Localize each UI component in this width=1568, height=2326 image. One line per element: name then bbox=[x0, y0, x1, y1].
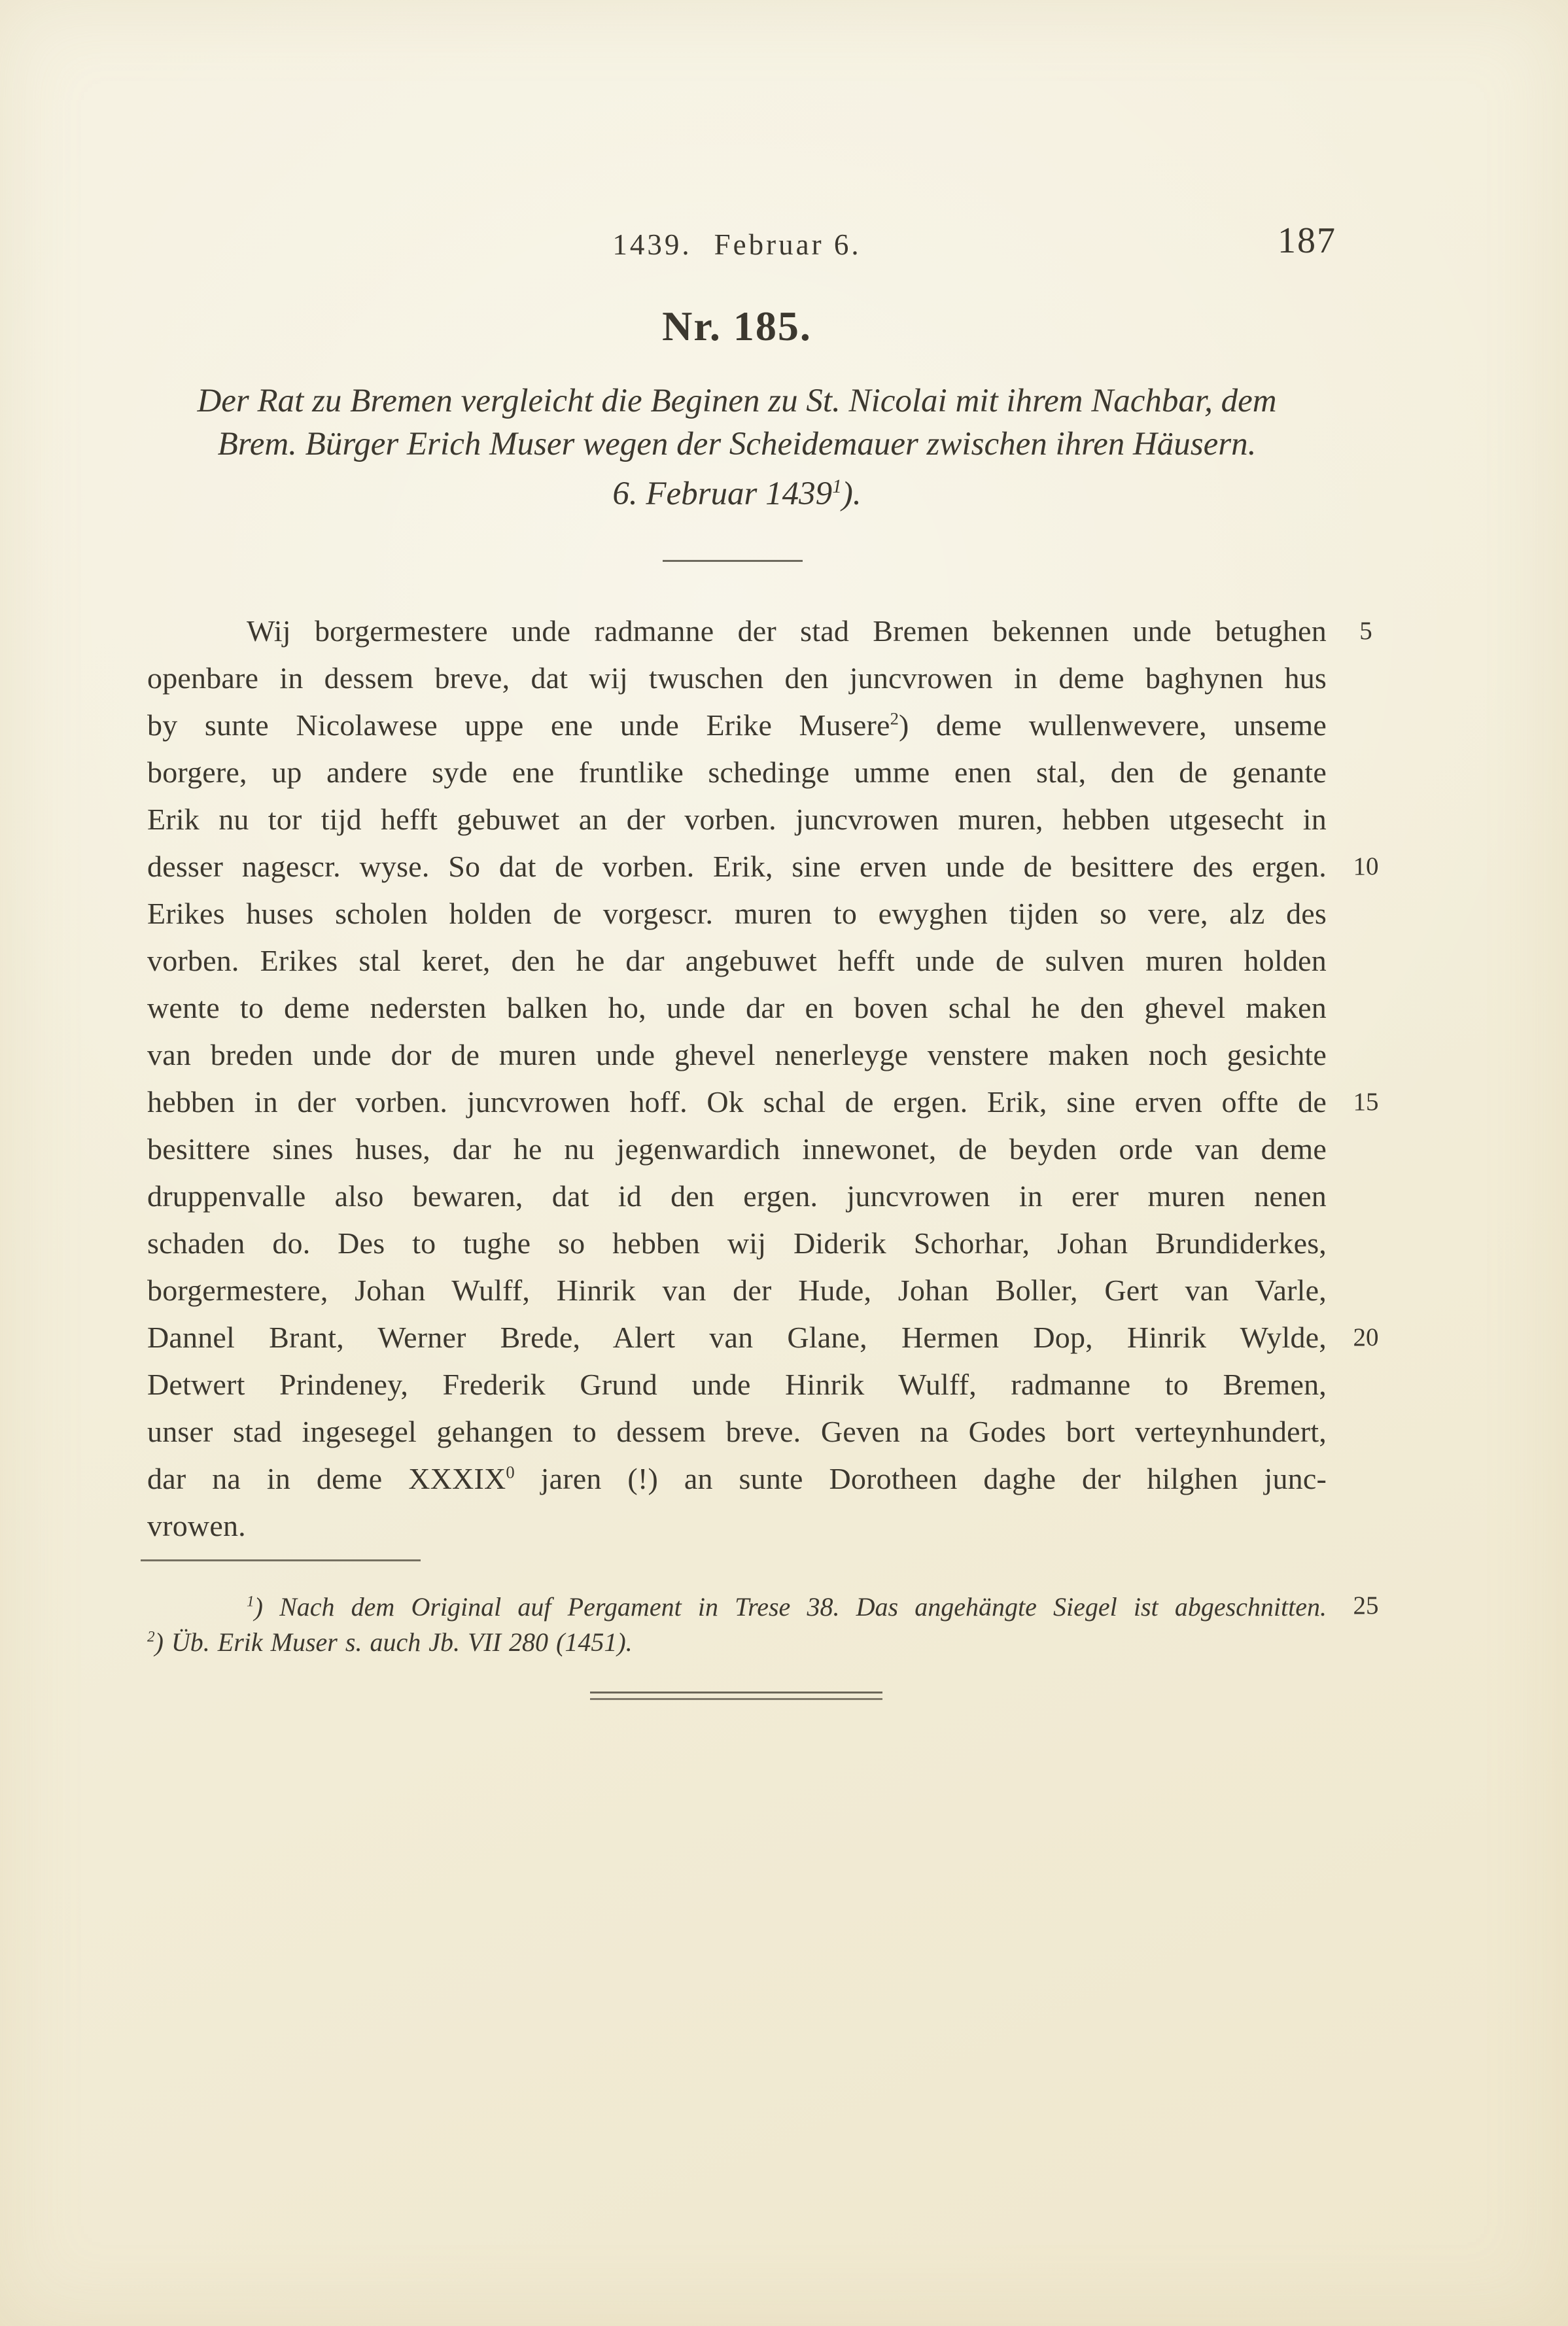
document-body bbox=[147, 608, 1327, 1550]
body-line: borgere, up andere syde ene fruntlike schedinge umme enen stal, den de genante bbox=[147, 755, 1327, 789]
body-line: desser nagescr. wyse. So dat de vorben. Erik, sine erven unde de besittere des ergen. bbox=[147, 850, 1327, 883]
running-header-year: 1439. bbox=[612, 228, 692, 261]
footnote-ref-1: 1 bbox=[832, 476, 842, 497]
body-line: Detwert Prindeney, Frederik Grund unde Hinrik Wulff, radmanne to Bremen, bbox=[147, 1368, 1327, 1401]
body-line-text: jaren (!) an sunte Dorotheen daghe der hilghen junc- bbox=[514, 1462, 1327, 1495]
body-line bbox=[147, 702, 1327, 749]
footnote-2 bbox=[147, 1625, 1327, 1660]
body-line: borgermestere, Johan Wulff, Hinrik van der Hude, Johan Boller, Gert van Varle, bbox=[147, 1274, 1327, 1307]
ordinal-superscript: 0 bbox=[506, 1462, 515, 1482]
footnote-divider-rule bbox=[141, 1559, 421, 1561]
body-line-text: by sunte Nicolawese uppe ene unde Erike Musere bbox=[147, 708, 890, 742]
body-line: Wij borgermestere unde radmanne der stad Bremen bekennen unde betughen bbox=[247, 614, 1327, 648]
running-header-date: Februar 6. bbox=[714, 228, 862, 261]
footnote-1 bbox=[147, 1589, 1327, 1625]
title-divider-rule bbox=[663, 560, 803, 562]
body-line: besittere sines huses, dar he nu jegenwardich innewonet, de beyden orde van deme bbox=[147, 1132, 1327, 1166]
running-header bbox=[147, 228, 1327, 262]
footnote-text: ) Üb. Erik Muser s. auch Jb. VII 280 (1451). bbox=[154, 1627, 633, 1657]
body-line: Erikes huses scholen holden de vorgescr. muren to ewyghen tijden so vere, alz des bbox=[147, 897, 1327, 930]
footnote-ref-2: 2 bbox=[890, 708, 899, 729]
margin-line-number-10: 10 bbox=[1353, 852, 1379, 880]
body-line-text: dar na in deme XXXIX bbox=[147, 1462, 506, 1495]
body-line: vrowen. bbox=[147, 1509, 246, 1542]
body-line: unser stad ingesegel gehangen to dessem breve. Geven na Godes bort verteynhundert, bbox=[147, 1415, 1327, 1448]
body-line: schaden do. Des to tughe so hebben wij Diderik Schorhar, Johan Brundiderkes, bbox=[147, 1226, 1327, 1260]
document-date-line bbox=[147, 475, 1327, 513]
body-line-text: ) deme wullenwevere, unseme bbox=[899, 708, 1327, 742]
end-of-document-double-rule bbox=[590, 1692, 882, 1700]
footnote-marker-1: 1 bbox=[247, 1593, 254, 1610]
body-line: vorben. Erikes stal keret, den he dar angebuwet hefft unde de sulven muren holden bbox=[147, 944, 1327, 977]
body-line: hebben in der vorben. juncvrowen hoff. Ok schal de ergen. Erik, sine erven offte de bbox=[147, 1085, 1327, 1119]
body-line: openbare in dessem breve, dat wij twuschen den juncvrowen in deme baghynen hus bbox=[147, 661, 1327, 695]
margin-line-number-5: 5 bbox=[1359, 617, 1372, 645]
date-text-suffix: ). bbox=[841, 476, 862, 512]
document-number-title: Nr. 185. bbox=[662, 303, 812, 349]
summary-line-2: Brem. Bürger Erich Muser wegen der Scheidemauer zwischen ihren Häusern. bbox=[217, 426, 1257, 462]
page-number: 187 bbox=[1278, 220, 1336, 261]
summary-line-1: Der Rat zu Bremen vergleicht die Beginen zu St. Nicolai mit ihrem Nachbar, dem bbox=[197, 383, 1277, 419]
body-line: Dannel Brant, Werner Brede, Alert van Glane, Hermen Dop, Hinrik Wylde, bbox=[147, 1321, 1327, 1354]
footnote-marker-2: 2 bbox=[147, 1628, 155, 1646]
body-line: Erik nu tor tijd hefft gebuwet an der vorben. juncvrowen muren, hebben utgesecht in bbox=[147, 803, 1327, 836]
date-text: 6. Februar 1439 bbox=[612, 476, 833, 512]
body-line: wente to deme nedersten balken ho, unde dar en boven schal he den ghevel maken bbox=[147, 991, 1327, 1024]
body-line: druppenvalle also bewaren, dat id den ergen. juncvrowen in erer muren nenen bbox=[147, 1179, 1327, 1213]
margin-line-number-15: 15 bbox=[1353, 1088, 1379, 1116]
body-line bbox=[147, 1455, 1327, 1502]
document-summary bbox=[147, 379, 1327, 466]
body-line: van breden unde dor de muren unde ghevel nenerleyge venstere maken noch gesichte bbox=[147, 1038, 1327, 1071]
margin-line-number-25: 25 bbox=[1353, 1591, 1379, 1620]
margin-line-number-20: 20 bbox=[1353, 1323, 1379, 1351]
footnote-text: ) Nach dem Original auf Pergament in Trese 38. Das angehängte Siegel ist abgeschnitten. bbox=[254, 1592, 1327, 1622]
